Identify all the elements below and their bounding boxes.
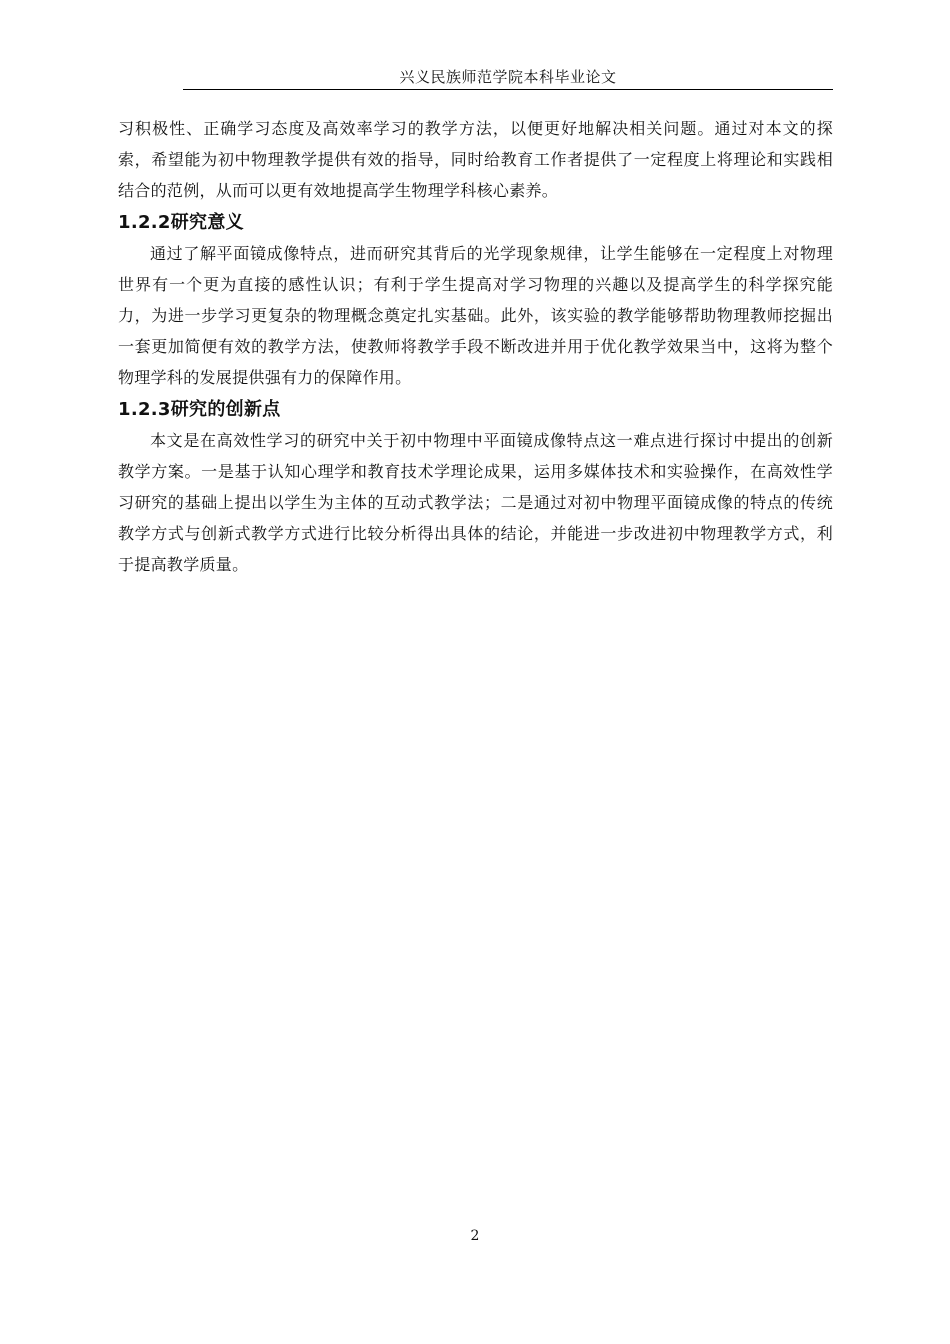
section-heading-1-2-2: 1.2.2研究意义 [118,211,244,233]
body-paragraph-2: 通过了解平面镜成像特点，进而研究其背后的光学现象规律，让学生能够在一定程度上对物理世界有一个更为直接的感性认识；有利于学生提高对学习物理的兴趣以及提高学生的科学探究能力，为进一步学习更复杂的物理概念奠定扎实基础。此外，该实验的教学能够帮助物理教师挖掘出一套更加简便有效的教学方法，使教师将教学手段不断改进并用于优化教学效果当中，这将为整个物理学科的发展提供强有力的保障作用。 [118,243,833,388]
body-paragraph-3: 本文是在高效性学习的研究中关于初中物理中平面镜成像特点这一难点进行探讨中提出的创新教学方案。一是基于认知心理学和教育技术学理论成果，运用多媒体技术和实验操作，在高效性学习研究的基础上提出以学生为主体的互动式教学法；二是通过对初中物理平面镜成像的特点的传统教学方式与创新式教学方式进行比较分析得出具体的结论，并能进一步改进初中物理教学方式，利于提高教学质量。 [118,430,833,575]
page-number: 2 [470,1228,480,1244]
body-paragraph-1: 习积极性、正确学习态度及高效率学习的教学方法，以便更好地解决相关问题。通过对本文的探索，希望能为初中物理教学提供有效的指导，同时给教育工作者提供了一定程度上将理论和实践相结合的范例，从而可以更有效地提高学生物理学科核心素养。 [118,119,833,201]
main-content [118,113,833,581]
header-rule [183,89,833,90]
page-header: 兴义民族师范学院本科毕业论文 [399,68,617,86]
section-heading-1-2-3: 1.2.3研究的创新点 [118,398,281,420]
